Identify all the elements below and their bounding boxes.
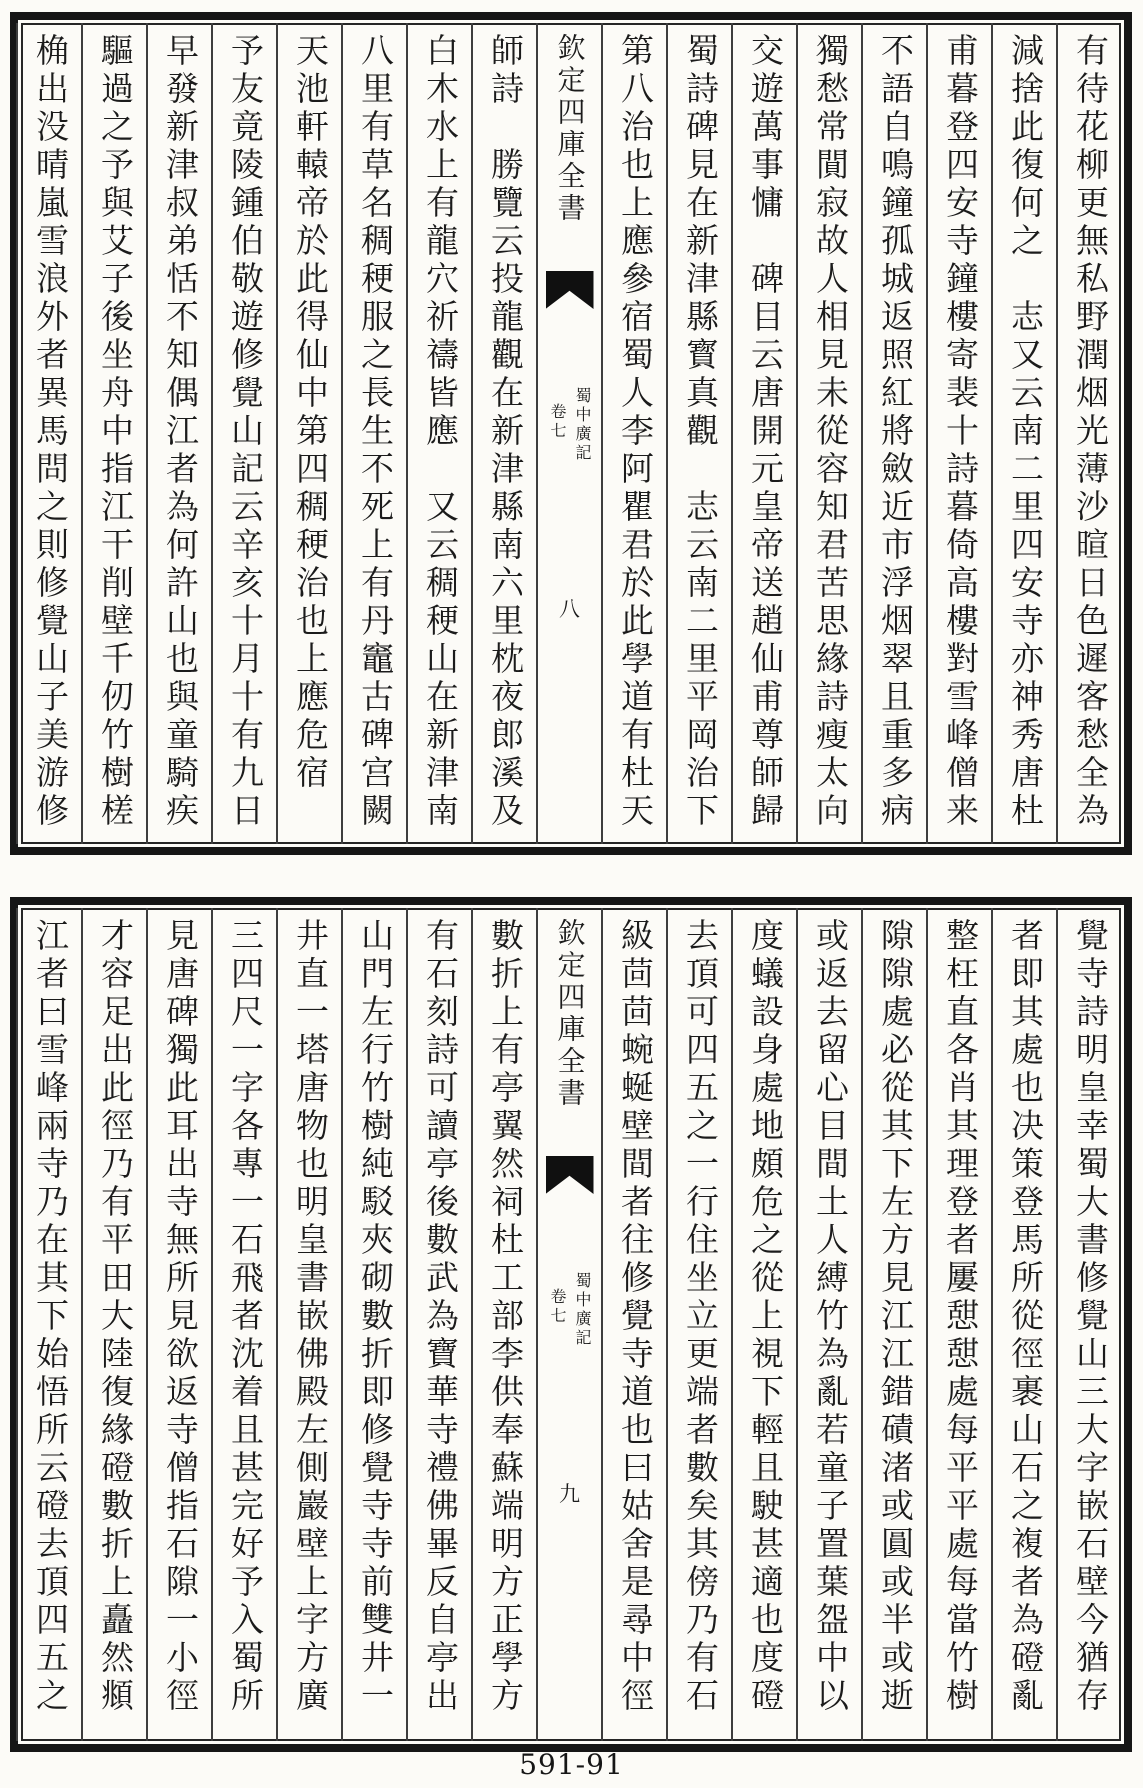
book-title: 蜀中廣記 — [573, 387, 592, 463]
text-column: 第八治也上應參宿蜀人李阿瞿君於此學道有杜天 — [601, 23, 666, 844]
text-column: 交遊萬事慵 碑目云唐開元皇帝送趙仙甫尊師歸 — [731, 23, 796, 844]
text-column: 隙隙處必從其下左方見江江錯磧渚或圓或半或逝 — [861, 908, 926, 1741]
text-column: 度蟻設身處地頗危之從上視下輕且駛甚適也度磴 — [731, 908, 796, 1741]
text-column: 有待花柳更無私野潤烟光薄沙暄日色遲客愁全為 — [1056, 23, 1121, 844]
text-column: 天池軒轅帝於此得仙中第四稠稉治也上應危宿 — [276, 23, 341, 844]
text-column: 甫暮登四安寺鐘樓寄裴十詩暮倚高樓對雪峰僧来 — [926, 23, 991, 844]
text-column: 予友竟陵鍾伯敬遊修覺山記云辛亥十月十有九日 — [211, 23, 276, 844]
center-fold-caption — [547, 387, 592, 463]
folio-number: 九 — [559, 1482, 580, 1506]
text-column: 蜀詩碑見在新津縣寳真觀 志云南二里平岡治下 — [666, 23, 731, 844]
text-column: 不語自鳴鐘孤城返照紅將斂近市浮烟翠且重多病 — [861, 23, 926, 844]
lower-page-frame — [10, 897, 1132, 1752]
text-column: 減捨此復何之 志又云南二里四安寺亦神秀唐杜 — [991, 23, 1056, 844]
folio-number: 八 — [559, 597, 580, 621]
text-column: 山門左行竹樹純駁夾砌數折即修覺寺寺前雙井一 — [341, 908, 406, 1741]
text-column: 井直一塔唐物也明皇書嵌佛殿左側巖壁上字方廣 — [276, 908, 341, 1741]
text-column: 覺寺詩明皇幸蜀大書修覺山三大字嵌石壁今猶存 — [1056, 908, 1121, 1741]
center-fold-column — [536, 23, 601, 844]
text-column: 去頂可四五之一行住坐立更端者數矣其傍乃有石 — [666, 908, 731, 1741]
juan-label: 卷七 — [548, 403, 567, 441]
upper-page-frame — [10, 12, 1132, 855]
text-column: 見唐碑獨此耳出寺無所見欲返寺僧指石隙一小徑 — [146, 908, 211, 1741]
center-fold-column — [536, 908, 601, 1741]
text-column: 桷出没晴嵐雪浪外者異馬問之則修覺山子美游修 — [16, 23, 81, 844]
text-column: 整枉直各肖其理登者屢憇憇處每平平處每當竹樹 — [926, 908, 991, 1741]
text-column: 早發新津叔弟恬不知偶江者為何許山也與童騎疾 — [146, 23, 211, 844]
text-column: 有石刻詩可讀亭後數武為寶華寺禮佛畢反自亭出 — [406, 908, 471, 1741]
text-column: 數折上有亭翼然祠杜工部李供奉蘇端明方正學方 — [471, 908, 536, 1741]
text-column: 者即其處也决策登馬所從徑裹山石之複者為磴亂 — [991, 908, 1056, 1741]
siku-collection-title: 欽定四庫全書 — [553, 33, 587, 225]
text-column: 江者曰雪峰兩寺乃在其下始悟所云磴去頂四五之 — [16, 908, 81, 1741]
fishtail-icon — [546, 1156, 594, 1194]
text-column: 或返去留心目間土人縛竹為亂若童子置葉盌中以 — [796, 908, 861, 1741]
text-column: 白木水上有龍穴祈禱皆應 又云稠稉山在新津南 — [406, 23, 471, 844]
text-column: 八里有草名稠稉服之長生不死上有丹竈古碑宫闕 — [341, 23, 406, 844]
lower-page-columns — [21, 908, 1121, 1741]
page-number: 591-91 — [519, 1748, 624, 1781]
text-column: 才容足出此徑乃有平田大陸復緣磴數折上矗然頫 — [81, 908, 146, 1741]
text-column: 獨愁常閴寂故人相見未從容知君苦思緣詩瘦太向 — [796, 23, 861, 844]
text-column: 師詩 勝覽云投龍觀在新津縣南六里枕夜郎溪及 — [471, 23, 536, 844]
text-column: 驅過之予與艾子後坐舟中指江干削壁千仞竹樹槎 — [81, 23, 146, 844]
fishtail-icon — [546, 271, 594, 309]
juan-label: 卷七 — [548, 1288, 567, 1326]
book-title: 蜀中廣記 — [573, 1272, 592, 1348]
text-column: 三四尺一字各專一石飛者沈着且甚完好予入蜀所 — [211, 908, 276, 1741]
siku-collection-title: 欽定四庫全書 — [553, 918, 587, 1110]
upper-page-columns — [21, 23, 1121, 844]
text-column: 級茴茴蜿蜒壁間者往修覺寺道也曰姑舍是尋中徑 — [601, 908, 666, 1741]
center-fold-caption — [547, 1272, 592, 1348]
